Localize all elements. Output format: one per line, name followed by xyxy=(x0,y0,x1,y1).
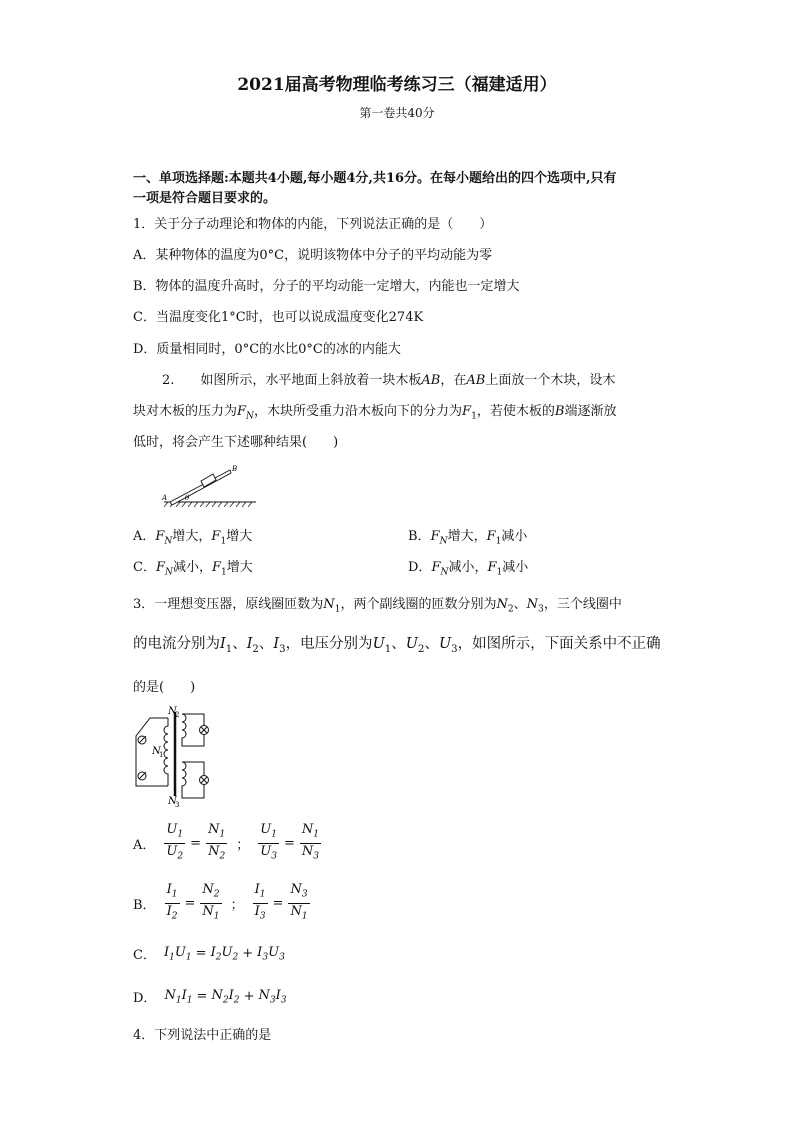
question-2-line1: 2. 如图所示，水平地面上斜放着一块木板AB，在AB上面放一个木块，设木 xyxy=(162,373,616,388)
question-1-stem: 1．关于分子动理论和物体的内能，下列说法正确的是（ ） xyxy=(133,217,493,232)
svg-text:1: 1 xyxy=(159,751,164,759)
figure-label-n2: N xyxy=(168,706,177,717)
question-1-option-c: C．当温度变化1°C时，也可以说成温度变化274K xyxy=(133,310,424,325)
svg-text:2: 2 xyxy=(175,711,180,719)
question-2-line2: 块对木板的压力为$F_N$，木块所受重力沿木板向下的分力为$F_1$，若使木板的B端逐渐放 xyxy=(133,404,617,422)
question-3-line3: 的是( ) xyxy=(133,680,196,695)
question-1-option-a: A．某种物体的温度为0°C，说明该物体中分子的平均动能为零 xyxy=(133,248,493,263)
question-2-option-d: D．$F_N$减小，$F_1$减小 xyxy=(408,560,529,578)
figure-label-b: B xyxy=(232,465,238,473)
svg-text:3: 3 xyxy=(175,801,180,809)
question-2-option-b: B．$F_N$增大，$F_1$减小 xyxy=(408,529,528,547)
question-3-option-a: A． $\frac{U_1}{U_2}$ = $\frac{N_1}{N_2}$ ； $\frac{U_1}{U_3}$ = $\frac{N_1}{N_3}$ xyxy=(133,822,320,862)
question-2-option-c: C．$F_N$减小，$F_1$增大 xyxy=(133,560,253,578)
figure-label-n3: N xyxy=(168,796,177,807)
question-2-line3: 低时，将会产生下述哪种结果( ) xyxy=(133,435,339,450)
question-1-option-d: D．质量相同时，0°C的水比0°C的冰的内能大 xyxy=(133,342,401,357)
question-3-line2: 的电流分别为$I_1$、$I_2$、$I_3$，电压分别为$U_1$、$U_2$、$U_3$，如图所示，下面关系中不正确 xyxy=(133,636,661,655)
incline-board-figure xyxy=(160,462,260,507)
question-1-option-b: B．物体的温度升高时，分子的平均动能一定增大，内能也一定增大 xyxy=(133,279,520,294)
figure-label-theta: θ xyxy=(185,494,190,502)
question-2-option-a: A．$F_N$增大，$F_1$增大 xyxy=(133,529,253,547)
page-title: 2021届高考物理临考练习三（福建适用） xyxy=(237,75,557,95)
question-3-line1: 3．一理想变压器，原线圈匝数为$N_1$，两个副线圈的匝数分别为$N_2$、$N_3$，三个线圈中 xyxy=(133,597,622,615)
transformer-figure xyxy=(128,704,218,812)
question-4-stem: 4．下列说法中正确的是 xyxy=(133,1028,272,1043)
section-heading-line1: 一、单项选择题:本题共4小题,每小题4分,共16分。在每小题给出的四个选项中,只有 xyxy=(133,171,617,186)
question-3-option-b: B． $\frac{I_1}{I_2}$ = $\frac{N_2}{N_1}$ ； $\frac{I_1}{I_3}$ = $\frac{N_3}{N_1}$ xyxy=(133,882,308,922)
question-3-option-d: D． $N_1I_1$ = $N_2I_2$ + $N_3I_3$ xyxy=(133,987,287,1006)
figure-label-n1: N xyxy=(152,746,161,757)
page-subtitle: 第一卷共40分 xyxy=(359,106,435,120)
question-3-option-c: C． $I_1U_1$ = $I_2U_2$ + $I_3U_3$ xyxy=(133,944,285,963)
figure-label-a: A xyxy=(162,494,168,502)
section-heading-line2: 一项是符合题目要求的。 xyxy=(133,191,277,206)
